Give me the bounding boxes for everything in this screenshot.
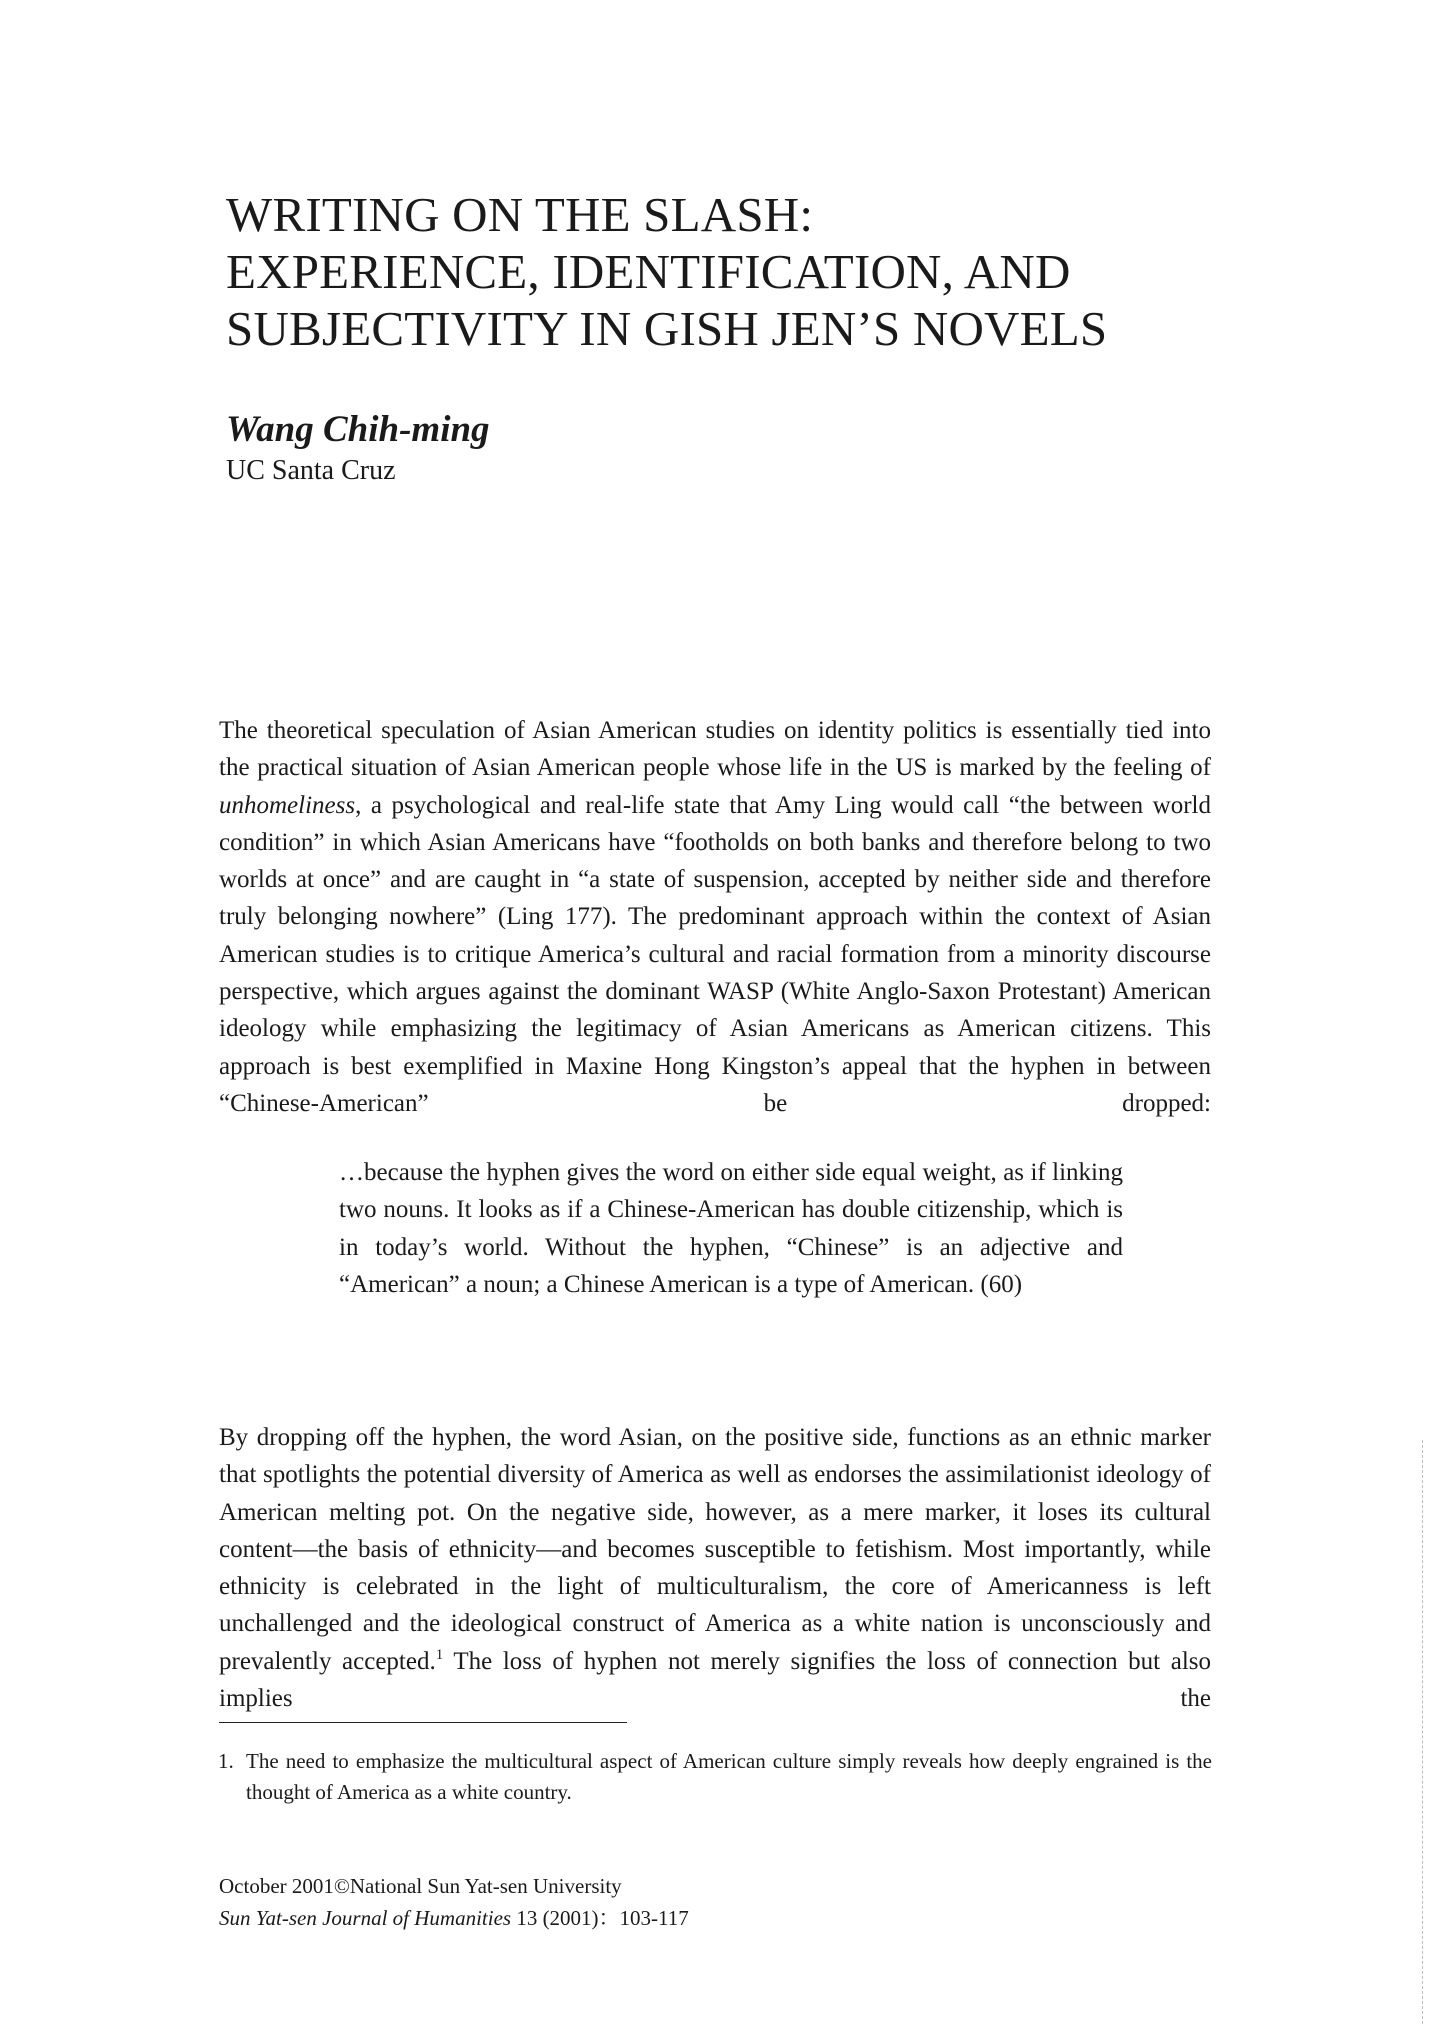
author-name: Wang Chih-ming: [226, 409, 490, 450]
journal-issue: 13 (2001)：103-117: [511, 1906, 689, 1930]
paragraph-2-text-a: By dropping off the hyphen, the word Asian, on the positive side, functions as an ethnic marker that spotlights the potential diversity of America as well as endorses the assimilationist ideology of American melting pot. On the negative side, however, as a mere marker, it loses its cultural content—the basis of ethnicity—and becomes susceptible to fetishism. Most importantly, while ethnicity is celebrated in the light of multiculturalism, the core of Americanness is left unchallenged and the ideological construct of America as a white nation is unconsciously and prevalently accepted.: [219, 1424, 1211, 1675]
copyright-line: October 2001©National Sun Yat-sen University: [219, 1874, 622, 1898]
body-paragraph-2: [219, 1419, 1211, 1755]
paragraph-2-text-b: The loss of hyphen not merely signifies the loss of connection but also implies the: [219, 1647, 1211, 1713]
paragraph-1-text-b: , a psychological and real-life state that Amy Ling would call “the between world condition” in which Asian Americans have “footholds on both banks and therefore belong to two worlds at once” and are caught in “a state of suspension, accepted by neither side and therefore truly belonging nowhere” (Ling 177). The predominant approach within the context of Asian American studies is to critique America’s cultural and racial formation from a minority discourse perspective, which argues against the dominant WASP (White Anglo-Saxon Protestant) American ideology while emphasizing the legitimacy of Asian Americans as American citizens. This approach is best exemplified in Maxine Hong Kingston’s appeal that the hyphen in between “Chinese-American” be dropped:: [219, 791, 1211, 1117]
footnote: [218, 1746, 1212, 1808]
paragraph-1-text-a: The theoretical speculation of Asian American studies on identity politics is essentially tied into the practical situation of Asian American people whose life in the US is marked by the feeling of: [219, 717, 1211, 782]
footnote-text: The need to emphasize the multicultural aspect of American culture simply reveals how deeply engrained is the thought of America as a white country.: [246, 1749, 1212, 1804]
emphasized-term: unhomeliness: [219, 791, 356, 819]
publication-info: [219, 1870, 689, 1934]
body-paragraph-1: [219, 712, 1211, 1160]
article-title: [226, 186, 1226, 357]
title-line-1: WRITING ON THE SLASH:: [226, 187, 814, 242]
footnote-number: 1.: [218, 1749, 234, 1773]
citation-line: [219, 1902, 689, 1934]
title-line-2: EXPERIENCE, IDENTIFICATION, AND: [226, 244, 1071, 299]
journal-title: Sun Yat-sen Journal of Humanities: [219, 1906, 512, 1930]
block-quote: …because the hyphen gives the word on either side equal weight, as if linking two nouns. It looks as if a Chinese-American has double citizenship, which is in today’s world. Without the hyphen, “Chinese” is an adjective and “American” a noun; a Chinese American is a type of American. (60): [339, 1159, 1123, 1298]
footnote-divider: [219, 1722, 627, 1723]
footnote-reference: 1: [435, 1646, 444, 1663]
title-line-3: SUBJECTIVITY IN GISH JEN’S NOVELS: [226, 301, 1108, 356]
scan-edge-line: [1422, 1440, 1423, 2024]
author-affiliation: UC Santa Cruz: [226, 455, 396, 486]
